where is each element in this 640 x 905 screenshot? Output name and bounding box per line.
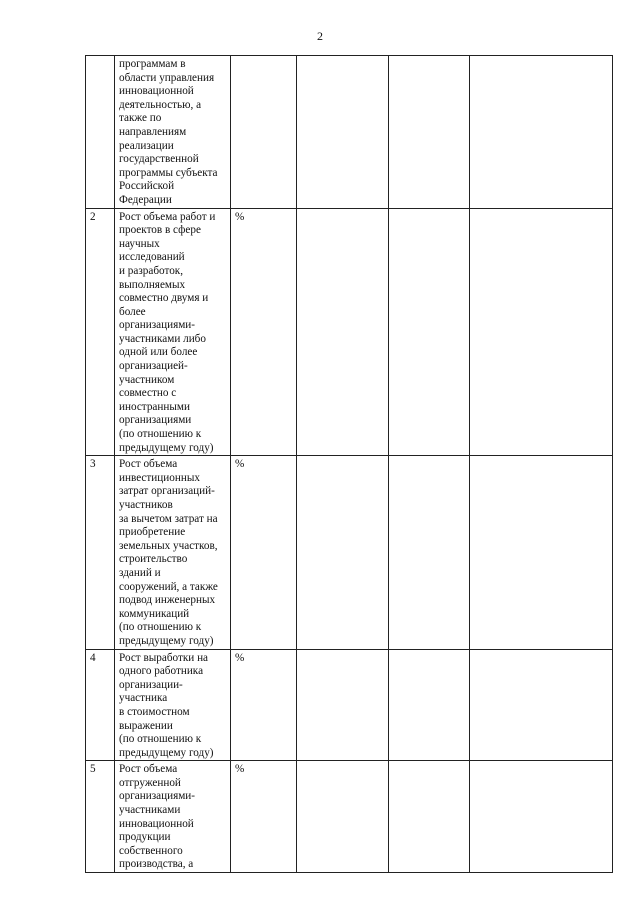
indicator-name: программам в области управления инновационной деятельностью, а также по направлениям реализации государственной программы субъекта Российской Федерации (115, 56, 231, 209)
empty-cell (297, 208, 389, 456)
empty-cell (389, 56, 470, 209)
unit-cell: % (231, 649, 297, 761)
empty-cell (297, 56, 389, 209)
empty-cell (389, 456, 470, 649)
empty-cell (470, 56, 613, 209)
unit-cell: % (231, 456, 297, 649)
empty-cell (297, 649, 389, 761)
indicator-name: Рост объема работ и проектов в сфере научных исследований и разработок, выполняемых совместно двумя и более организациями- участниками либо одной или более организацией- участником совместно с иностранными организациями (по отношению к предыдущему году) (115, 208, 231, 456)
empty-cell (389, 208, 470, 456)
empty-cell (470, 761, 613, 873)
row-number: 5 (86, 761, 115, 873)
empty-cell (470, 649, 613, 761)
indicator-name: Рост выработки на одного работника организации- участника в стоимостном выражении (по отношению к предыдущему году) (115, 649, 231, 761)
unit-cell: % (231, 208, 297, 456)
indicator-name: Рост объема инвестиционных затрат организаций- участников за вычетом затрат на приобретение земельных участков, строительство зданий и сооружений, а также подвод инженерных коммуникаций (по отношению к предыдущему году) (115, 456, 231, 649)
table-row (86, 456, 613, 649)
page-number: 2 (317, 29, 323, 43)
empty-cell (470, 456, 613, 649)
row-number (86, 56, 115, 209)
row-number: 2 (86, 208, 115, 456)
table-row (86, 208, 613, 456)
table-row (86, 649, 613, 761)
empty-cell (297, 456, 389, 649)
empty-cell (389, 649, 470, 761)
empty-cell (389, 761, 470, 873)
indicator-name: Рост объема отгруженной организациями- участниками инновационной продукции собственного производства, а (115, 761, 231, 873)
unit-cell: % (231, 761, 297, 873)
unit-cell (231, 56, 297, 209)
table-row (86, 56, 613, 209)
empty-cell (470, 208, 613, 456)
empty-cell (297, 761, 389, 873)
row-number: 3 (86, 456, 115, 649)
indicators-table (85, 55, 613, 873)
row-number: 4 (86, 649, 115, 761)
table-row (86, 761, 613, 873)
